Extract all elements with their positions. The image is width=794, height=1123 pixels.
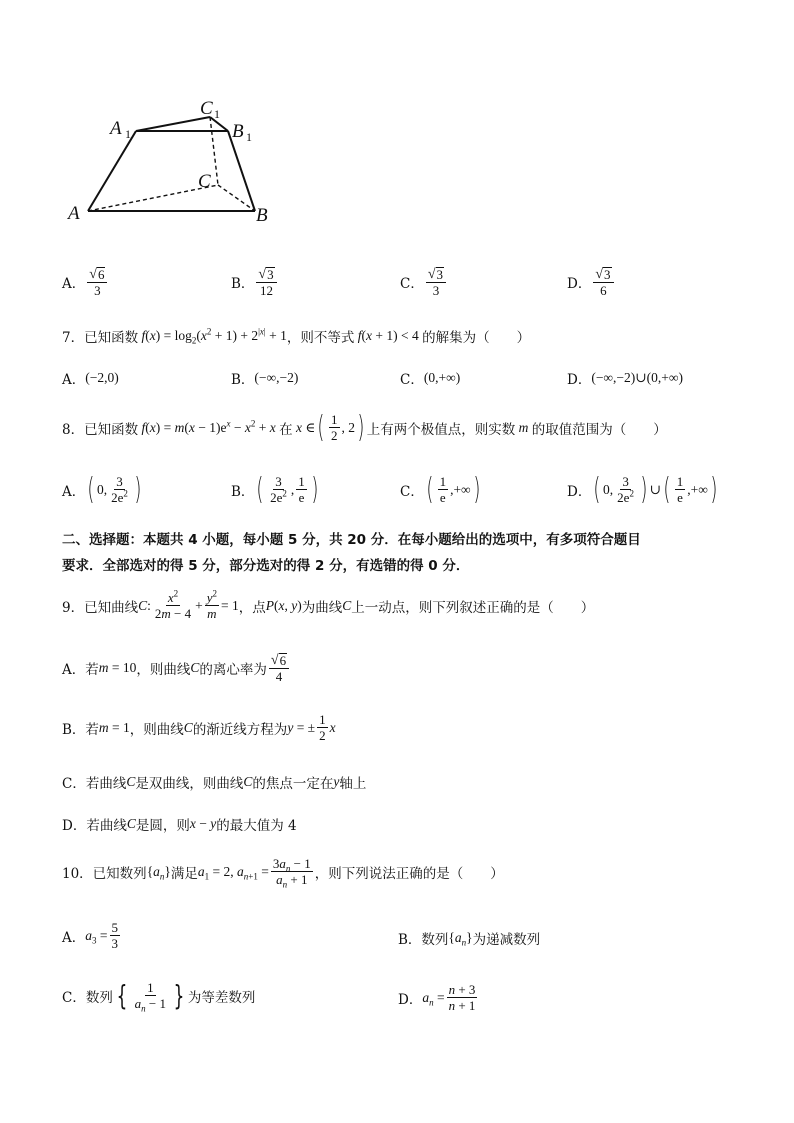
label-B1-sub: 1	[246, 130, 252, 144]
q10-option-d[interactable]: D． $a_n$ = $\frac{n + 3}{n + 1}$	[398, 982, 476, 1013]
q6-option-b[interactable]: B． √ 3 12	[231, 266, 279, 298]
label-B1: B	[232, 121, 244, 142]
q7-option-c[interactable]: C． (0,+∞)	[400, 370, 461, 388]
q10-option-b[interactable]: B．数列 $\{a_n\}$ 为递减数列	[398, 930, 541, 948]
q6-option-c[interactable]: C． √ 3 3	[400, 266, 448, 298]
q8-option-d[interactable]: D． ( 0, $\frac{3}{2e^2}$ ) ∪ ( $\frac{1}{e}$ ,+∞ )	[567, 471, 718, 507]
label-C: C	[198, 171, 211, 192]
q9-option-c[interactable]: C．若曲线 C 是双曲线，则曲线 C 的焦点一定在 y 轴上	[62, 774, 367, 792]
label-B: B	[256, 205, 268, 226]
label-A1-sub: 1	[125, 127, 131, 141]
edge-C-C1	[210, 117, 218, 185]
q10-stem: 10．已知数列 $\{a_n\}$ 满足 $a_1 = 2$, $a_{n+1}$ = $\frac{3a_n - 1}{a_n + 1}$ ，则下列说法正确的是（ ）	[62, 856, 504, 890]
q7-option-a[interactable]: A． (−2,0)	[62, 370, 119, 388]
q10-option-a[interactable]: A． $a_3$ = $\frac{5}{3}$	[62, 920, 118, 951]
q7-option-d[interactable]: D． (−∞,−2)∪(0,+∞)	[567, 370, 683, 388]
edge-A-A1	[88, 131, 136, 211]
q6-option-a[interactable]: A． √ 6 3	[62, 266, 109, 298]
q7-option-b[interactable]: B． (−∞,−2)	[231, 370, 299, 388]
label-A: A	[68, 203, 80, 224]
q10-option-c[interactable]: C．数列 { $\frac{1}{a_n - 1}$ } 为等差数列	[62, 978, 256, 1014]
q8-option-b[interactable]: B． ( $\frac{3}{2e^2}$ , $\frac{1}{e}$ )	[231, 471, 319, 507]
label-A1: A	[110, 118, 122, 139]
frustum-figure	[60, 92, 290, 232]
q9-stem: 9．已知曲线 C : $\frac{x^2}{2m - 4}$ + $\frac{y^2}{m}$ = 1 ，点 P(x, y) 为曲线 C 上一动点，则下列叙述正确的是（ ）	[62, 588, 595, 621]
label-C1: C	[200, 98, 213, 119]
q9-option-a[interactable]: A．若 m = 10 ，则曲线 C 的离心率为 √ 6 4	[62, 652, 291, 684]
q8-stem: 8．已知函数 $f(x) = m(x - 1)e^x - x^2 + x$ 在 x ∈ ( $\frac{1}{2}$ , 2 ) 上有两个极值点，则实数 m 的取值范围为（ ）	[62, 409, 667, 445]
q7-stem: 7．已知函数 $f(x) = \log_2(x^2 + 1) + 2^{|x|} + 1$ ，则不等式 f(x + 1) < 4 的解集为（ ）	[62, 326, 531, 346]
q6-option-d[interactable]: D． √ 3 6	[567, 266, 616, 298]
q8-option-c[interactable]: C． ( $\frac{1}{e}$ ,+∞ )	[400, 471, 481, 507]
section2-line2: 要求．全部选对的得 5 分，部分选对的得 2 分，有选错的得 0 分．	[62, 558, 470, 574]
section2-line1: 二、选择题：本题共 4 小题，每小题 5 分，共 20 分．在每小题给出的选项中，有多项符合题目	[62, 532, 641, 548]
q8-option-a[interactable]: A． ( 0, $\frac{3}{2e^2}$ )	[62, 471, 142, 507]
label-C1-sub: 1	[214, 107, 220, 121]
edge-C-B	[218, 185, 255, 211]
q9-option-d[interactable]: D．若曲线 C 是圆，则 x − y 的最大值为 4	[62, 816, 297, 834]
q9-option-b[interactable]: B．若 m = 1 ，则曲线 C 的渐近线方程为 y = ± $\frac{1}{2}$ x	[62, 712, 336, 743]
edge-A1-C1	[136, 117, 210, 131]
